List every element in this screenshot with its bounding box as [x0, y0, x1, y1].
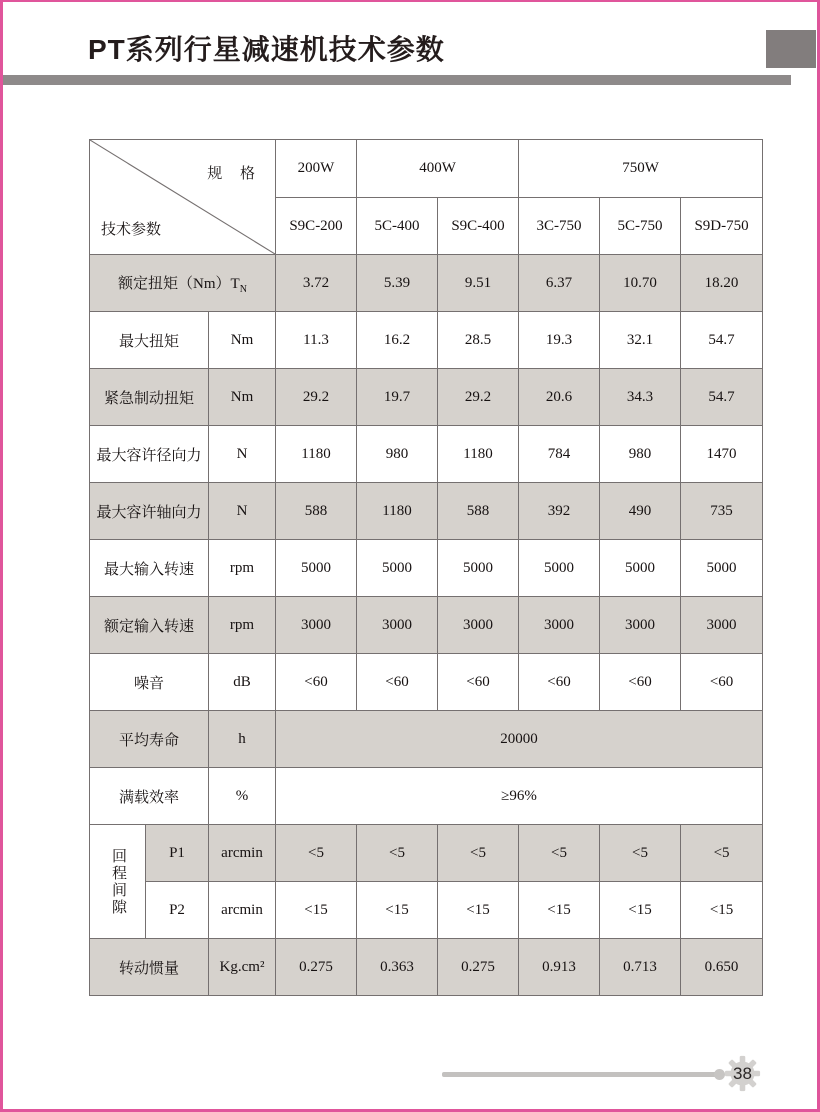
model-header: S9C-400	[438, 198, 519, 255]
param-value: <5	[276, 825, 357, 882]
param-value: 19.7	[357, 369, 438, 426]
param-value: <15	[357, 882, 438, 939]
param-value: 11.3	[276, 312, 357, 369]
table-corner-cell	[90, 140, 276, 255]
param-label-text: 最大容许径向力	[96, 447, 202, 464]
param-unit: Kg.cm²	[209, 939, 276, 996]
param-label	[90, 312, 209, 369]
param-value: 10.70	[600, 255, 681, 312]
param-unit: N	[209, 483, 276, 540]
param-value: 54.7	[681, 312, 763, 369]
param-label-text: 转动惯量	[118, 960, 179, 977]
header-accent-block	[766, 30, 816, 68]
param-label-subscript: N	[239, 283, 247, 295]
param-label	[90, 597, 209, 654]
param-value: 735	[681, 483, 763, 540]
param-label	[90, 540, 209, 597]
param-value: <15	[438, 882, 519, 939]
param-value: 29.2	[438, 369, 519, 426]
param-label-text: 额定扭矩（Nm）T	[118, 275, 240, 292]
param-value: <15	[681, 882, 763, 939]
param-value: 0.275	[438, 939, 519, 996]
param-value: 5000	[276, 540, 357, 597]
param-value: 28.5	[438, 312, 519, 369]
param-unit: h	[209, 711, 276, 768]
param-label-text: 最大输入转速	[103, 561, 194, 578]
param-value: 0.275	[276, 939, 357, 996]
page-title: PT系列行星减速机技术参数	[88, 34, 445, 65]
param-value: 20.6	[519, 369, 600, 426]
param-unit: rpm	[209, 597, 276, 654]
param-label-text: 满载效率	[118, 789, 179, 806]
backlash-group-label: 回程间隙	[90, 825, 146, 939]
param-value: 6.37	[519, 255, 600, 312]
param-value: 32.1	[600, 312, 681, 369]
param-value: 34.3	[600, 369, 681, 426]
param-value: 1180	[276, 426, 357, 483]
param-value: 5.39	[357, 255, 438, 312]
param-value: 392	[519, 483, 600, 540]
table-row	[90, 711, 763, 768]
table-row	[90, 768, 763, 825]
param-value: 3000	[681, 597, 763, 654]
param-label	[90, 369, 209, 426]
param-label-text: 噪音	[133, 675, 164, 692]
param-value: 20000	[276, 711, 763, 768]
table-row	[90, 597, 763, 654]
param-value: 5000	[357, 540, 438, 597]
table-row	[90, 882, 763, 939]
param-value: ≥96%	[276, 768, 763, 825]
param-unit: dB	[209, 654, 276, 711]
param-value: 588	[438, 483, 519, 540]
power-group-750w: 750W	[519, 140, 763, 198]
param-value: 54.7	[681, 369, 763, 426]
param-value: <15	[600, 882, 681, 939]
param-value: <5	[438, 825, 519, 882]
param-value: <60	[519, 654, 600, 711]
param-value: <5	[357, 825, 438, 882]
param-unit: N	[209, 426, 276, 483]
param-unit: arcmin	[209, 882, 276, 939]
corner-label-params: 技术参数	[101, 222, 162, 238]
param-value: 5000	[438, 540, 519, 597]
page-number-badge	[724, 1055, 761, 1092]
param-value: <60	[357, 654, 438, 711]
param-value: 980	[357, 426, 438, 483]
table-row	[90, 426, 763, 483]
param-label-text: 最大容许轴向力	[96, 504, 202, 521]
table-row	[90, 483, 763, 540]
param-value: <5	[519, 825, 600, 882]
corner-label-spec: 规 格	[207, 166, 256, 182]
param-value: 3000	[438, 597, 519, 654]
power-group-header-row	[90, 140, 763, 198]
param-label	[90, 426, 209, 483]
param-value: 0.913	[519, 939, 600, 996]
param-value: <60	[276, 654, 357, 711]
param-value: 0.713	[600, 939, 681, 996]
param-unit: Nm	[209, 312, 276, 369]
param-value: 9.51	[438, 255, 519, 312]
param-label	[90, 483, 209, 540]
table-row	[90, 939, 763, 996]
backlash-sub-label: P1	[146, 825, 209, 882]
power-group-400w: 400W	[357, 140, 519, 198]
param-value: 3000	[519, 597, 600, 654]
model-header: S9D-750	[681, 198, 763, 255]
table-row	[90, 825, 763, 882]
power-group-200w: 200W	[276, 140, 357, 198]
param-unit: %	[209, 768, 276, 825]
model-header: S9C-200	[276, 198, 357, 255]
page-number: 38	[733, 1063, 752, 1083]
param-unit: arcmin	[209, 825, 276, 882]
param-value: 1180	[438, 426, 519, 483]
param-value: 5000	[681, 540, 763, 597]
param-value: 5000	[600, 540, 681, 597]
param-value: <15	[276, 882, 357, 939]
param-value: 980	[600, 426, 681, 483]
param-unit: rpm	[209, 540, 276, 597]
param-value: 3000	[276, 597, 357, 654]
param-value: 18.20	[681, 255, 763, 312]
param-value: 19.3	[519, 312, 600, 369]
param-value: <60	[600, 654, 681, 711]
param-value: 3.72	[276, 255, 357, 312]
table-row	[90, 654, 763, 711]
param-label	[90, 711, 209, 768]
param-value: 3000	[357, 597, 438, 654]
param-value: 5000	[519, 540, 600, 597]
table-row	[90, 369, 763, 426]
param-label-text: 额定输入转速	[103, 618, 194, 635]
param-value: 16.2	[357, 312, 438, 369]
param-label	[90, 654, 209, 711]
param-value: 588	[276, 483, 357, 540]
footer-rule	[442, 1072, 718, 1077]
spec-table	[89, 139, 763, 996]
model-header: 5C-400	[357, 198, 438, 255]
param-value: <15	[519, 882, 600, 939]
param-label	[90, 768, 209, 825]
param-value: 29.2	[276, 369, 357, 426]
param-label-text: 最大扭矩	[118, 333, 179, 350]
param-label-text: 平均寿命	[118, 732, 179, 749]
param-value: 0.363	[357, 939, 438, 996]
header-rule	[3, 75, 791, 85]
param-label-text: 紧急制动扭矩	[103, 390, 194, 407]
table-row	[90, 312, 763, 369]
param-value: 490	[600, 483, 681, 540]
param-value: <5	[681, 825, 763, 882]
param-value: 784	[519, 426, 600, 483]
param-value: 1180	[357, 483, 438, 540]
param-value: 1470	[681, 426, 763, 483]
model-header: 3C-750	[519, 198, 600, 255]
param-value: 3000	[600, 597, 681, 654]
param-value: <5	[600, 825, 681, 882]
table-row	[90, 540, 763, 597]
param-label	[90, 255, 276, 312]
param-value: <60	[681, 654, 763, 711]
backlash-sub-label: P2	[146, 882, 209, 939]
param-value: 0.650	[681, 939, 763, 996]
model-header: 5C-750	[600, 198, 681, 255]
param-value: <60	[438, 654, 519, 711]
table-row	[90, 255, 763, 312]
param-label	[90, 939, 209, 996]
param-unit: Nm	[209, 369, 276, 426]
